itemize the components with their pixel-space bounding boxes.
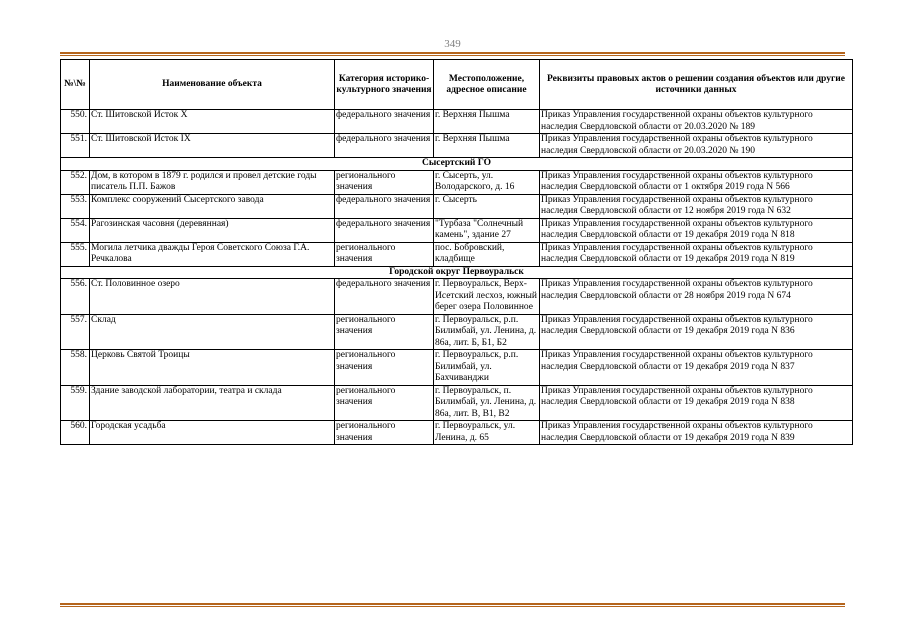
header-name: Наименование объекта xyxy=(90,60,335,110)
table-row xyxy=(61,242,853,266)
table-row xyxy=(61,194,853,218)
cell-location: г. Первоуральск, ул. Ленина, д. 65 xyxy=(434,421,540,445)
cell-location: "Турбаза "Солнечный камень", здание 27 xyxy=(434,218,540,242)
cell-category: регионального значения xyxy=(335,421,434,445)
cell-category: регионального значения xyxy=(335,314,434,350)
cell-acts: Приказ Управления государственной охраны объектов культурного наследия Свердловской области от 19 декабря 2019 года N 838 xyxy=(540,385,853,421)
table-row xyxy=(61,279,853,315)
group-title: Сысертский ГО xyxy=(61,158,853,171)
cell-category: регионального значения xyxy=(335,242,434,266)
table-row xyxy=(61,385,853,421)
cell-name: Ст. Половинное озеро xyxy=(90,279,335,315)
cell-number: 559. xyxy=(61,385,90,421)
table-row xyxy=(61,218,853,242)
cell-acts: Приказ Управления государственной охраны объектов культурного наследия Свердловской области от 19 декабря 2019 года N 839 xyxy=(540,421,853,445)
cell-number: 551. xyxy=(61,134,90,158)
cell-acts: Приказ Управления государственной охраны объектов культурного наследия Свердловской области от 12 ноября 2019 года N 632 xyxy=(540,194,853,218)
cell-acts: Приказ Управления государственной охраны объектов культурного наследия Свердловской области от 19 декабря 2019 года N 836 xyxy=(540,314,853,350)
cell-acts: Приказ Управления государственной охраны объектов культурного наследия Свердловской области от 1 октября 2019 года N 566 xyxy=(540,170,853,194)
cell-location: г. Сысерть, ул. Володарского, д. 16 xyxy=(434,170,540,194)
header-category: Категория историко-культурного значения xyxy=(335,60,434,110)
cell-number: 554. xyxy=(61,218,90,242)
cell-acts: Приказ Управления государственной охраны объектов культурного наследия Свердловской области от 20.03.2020 № 189 xyxy=(540,110,853,134)
cell-number: 556. xyxy=(61,279,90,315)
cell-category: регионального значения xyxy=(335,385,434,421)
cell-category: федерального значения xyxy=(335,110,434,134)
cell-number: 560. xyxy=(61,421,90,445)
cell-acts: Приказ Управления государственной охраны объектов культурного наследия Свердловской области от 20.03.2020 № 190 xyxy=(540,134,853,158)
cell-location: г. Первоуральск, р.п. Билимбай, ул. Бахчиванджи xyxy=(434,350,540,386)
cell-location: г. Первоуральск, Верх-Исетский лесхоз, южный берег озера Половинное xyxy=(434,279,540,315)
cell-category: федерального значения xyxy=(335,134,434,158)
cell-location: г. Первоуральск, п. Билимбай, ул. Ленина, д. 86а, лит. В, В1, В2 xyxy=(434,385,540,421)
cell-acts: Приказ Управления государственной охраны объектов культурного наследия Свердловской области от 19 декабря 2019 года N 837 xyxy=(540,350,853,386)
cell-name: Могила летчика дважды Героя Советского Союза Г.А. Речкалова xyxy=(90,242,335,266)
page-number: 349 xyxy=(444,38,461,50)
cell-number: 558. xyxy=(61,350,90,386)
table-row xyxy=(61,421,853,445)
cell-category: федерального значения xyxy=(335,194,434,218)
cell-number: 552. xyxy=(61,170,90,194)
cell-number: 553. xyxy=(61,194,90,218)
cell-number: 550. xyxy=(61,110,90,134)
footer-rule xyxy=(60,603,845,607)
cell-name: Ст. Шитовской Исток X xyxy=(90,110,335,134)
table-row xyxy=(61,170,853,194)
cell-name: Ст. Шитовской Исток IX xyxy=(90,134,335,158)
cell-category: регионального значения xyxy=(335,170,434,194)
cell-category: федерального значения xyxy=(335,218,434,242)
group-title: Городской округ Первоуральск xyxy=(61,266,853,279)
table-row xyxy=(61,110,853,134)
cell-location: г. Первоуральск, р.п. Билимбай, ул. Ленина, д. 86а, лит. Б, Б1, Б2 xyxy=(434,314,540,350)
cell-name: Городская усадьба xyxy=(90,421,335,445)
cell-number: 557. xyxy=(61,314,90,350)
heritage-objects-table xyxy=(60,59,853,445)
cell-category: федерального значения xyxy=(335,279,434,315)
cell-name: Склад xyxy=(90,314,335,350)
header-location: Местоположение, адресное описание xyxy=(434,60,540,110)
cell-location: г. Сысерть xyxy=(434,194,540,218)
cell-location: г. Верхняя Пышма xyxy=(434,110,540,134)
table-row xyxy=(61,134,853,158)
cell-name: Рагозинская часовня (деревянная) xyxy=(90,218,335,242)
cell-name: Дом, в котором в 1879 г. родился и провел детские годы писатель П.П. Бажов xyxy=(90,170,335,194)
header-acts: Реквизиты правовых актов о решении создания объектов или другие источники данных xyxy=(540,60,853,110)
header-rule xyxy=(60,52,845,56)
cell-acts: Приказ Управления государственной охраны объектов культурного наследия Свердловской области от 28 ноября 2019 года N 674 xyxy=(540,279,853,315)
cell-acts: Приказ Управления государственной охраны объектов культурного наследия Свердловской области от 19 декабря 2019 года N 818 xyxy=(540,218,853,242)
header-number: №\№ xyxy=(61,60,90,110)
table-row xyxy=(61,350,853,386)
cell-name: Здание заводской лаборатории, театра и склада xyxy=(90,385,335,421)
table-row xyxy=(61,314,853,350)
table-header-row xyxy=(61,60,853,110)
cell-name: Комплекс сооружений Сысертского завода xyxy=(90,194,335,218)
cell-location: г. Верхняя Пышма xyxy=(434,134,540,158)
table-group-row xyxy=(61,158,853,171)
cell-name: Церковь Святой Троицы xyxy=(90,350,335,386)
cell-location: пос. Бобровский, кладбище xyxy=(434,242,540,266)
table-group-row xyxy=(61,266,853,279)
cell-category: регионального значения xyxy=(335,350,434,386)
cell-acts: Приказ Управления государственной охраны объектов культурного наследия Свердловской области от 19 декабря 2019 года N 819 xyxy=(540,242,853,266)
cell-number: 555. xyxy=(61,242,90,266)
